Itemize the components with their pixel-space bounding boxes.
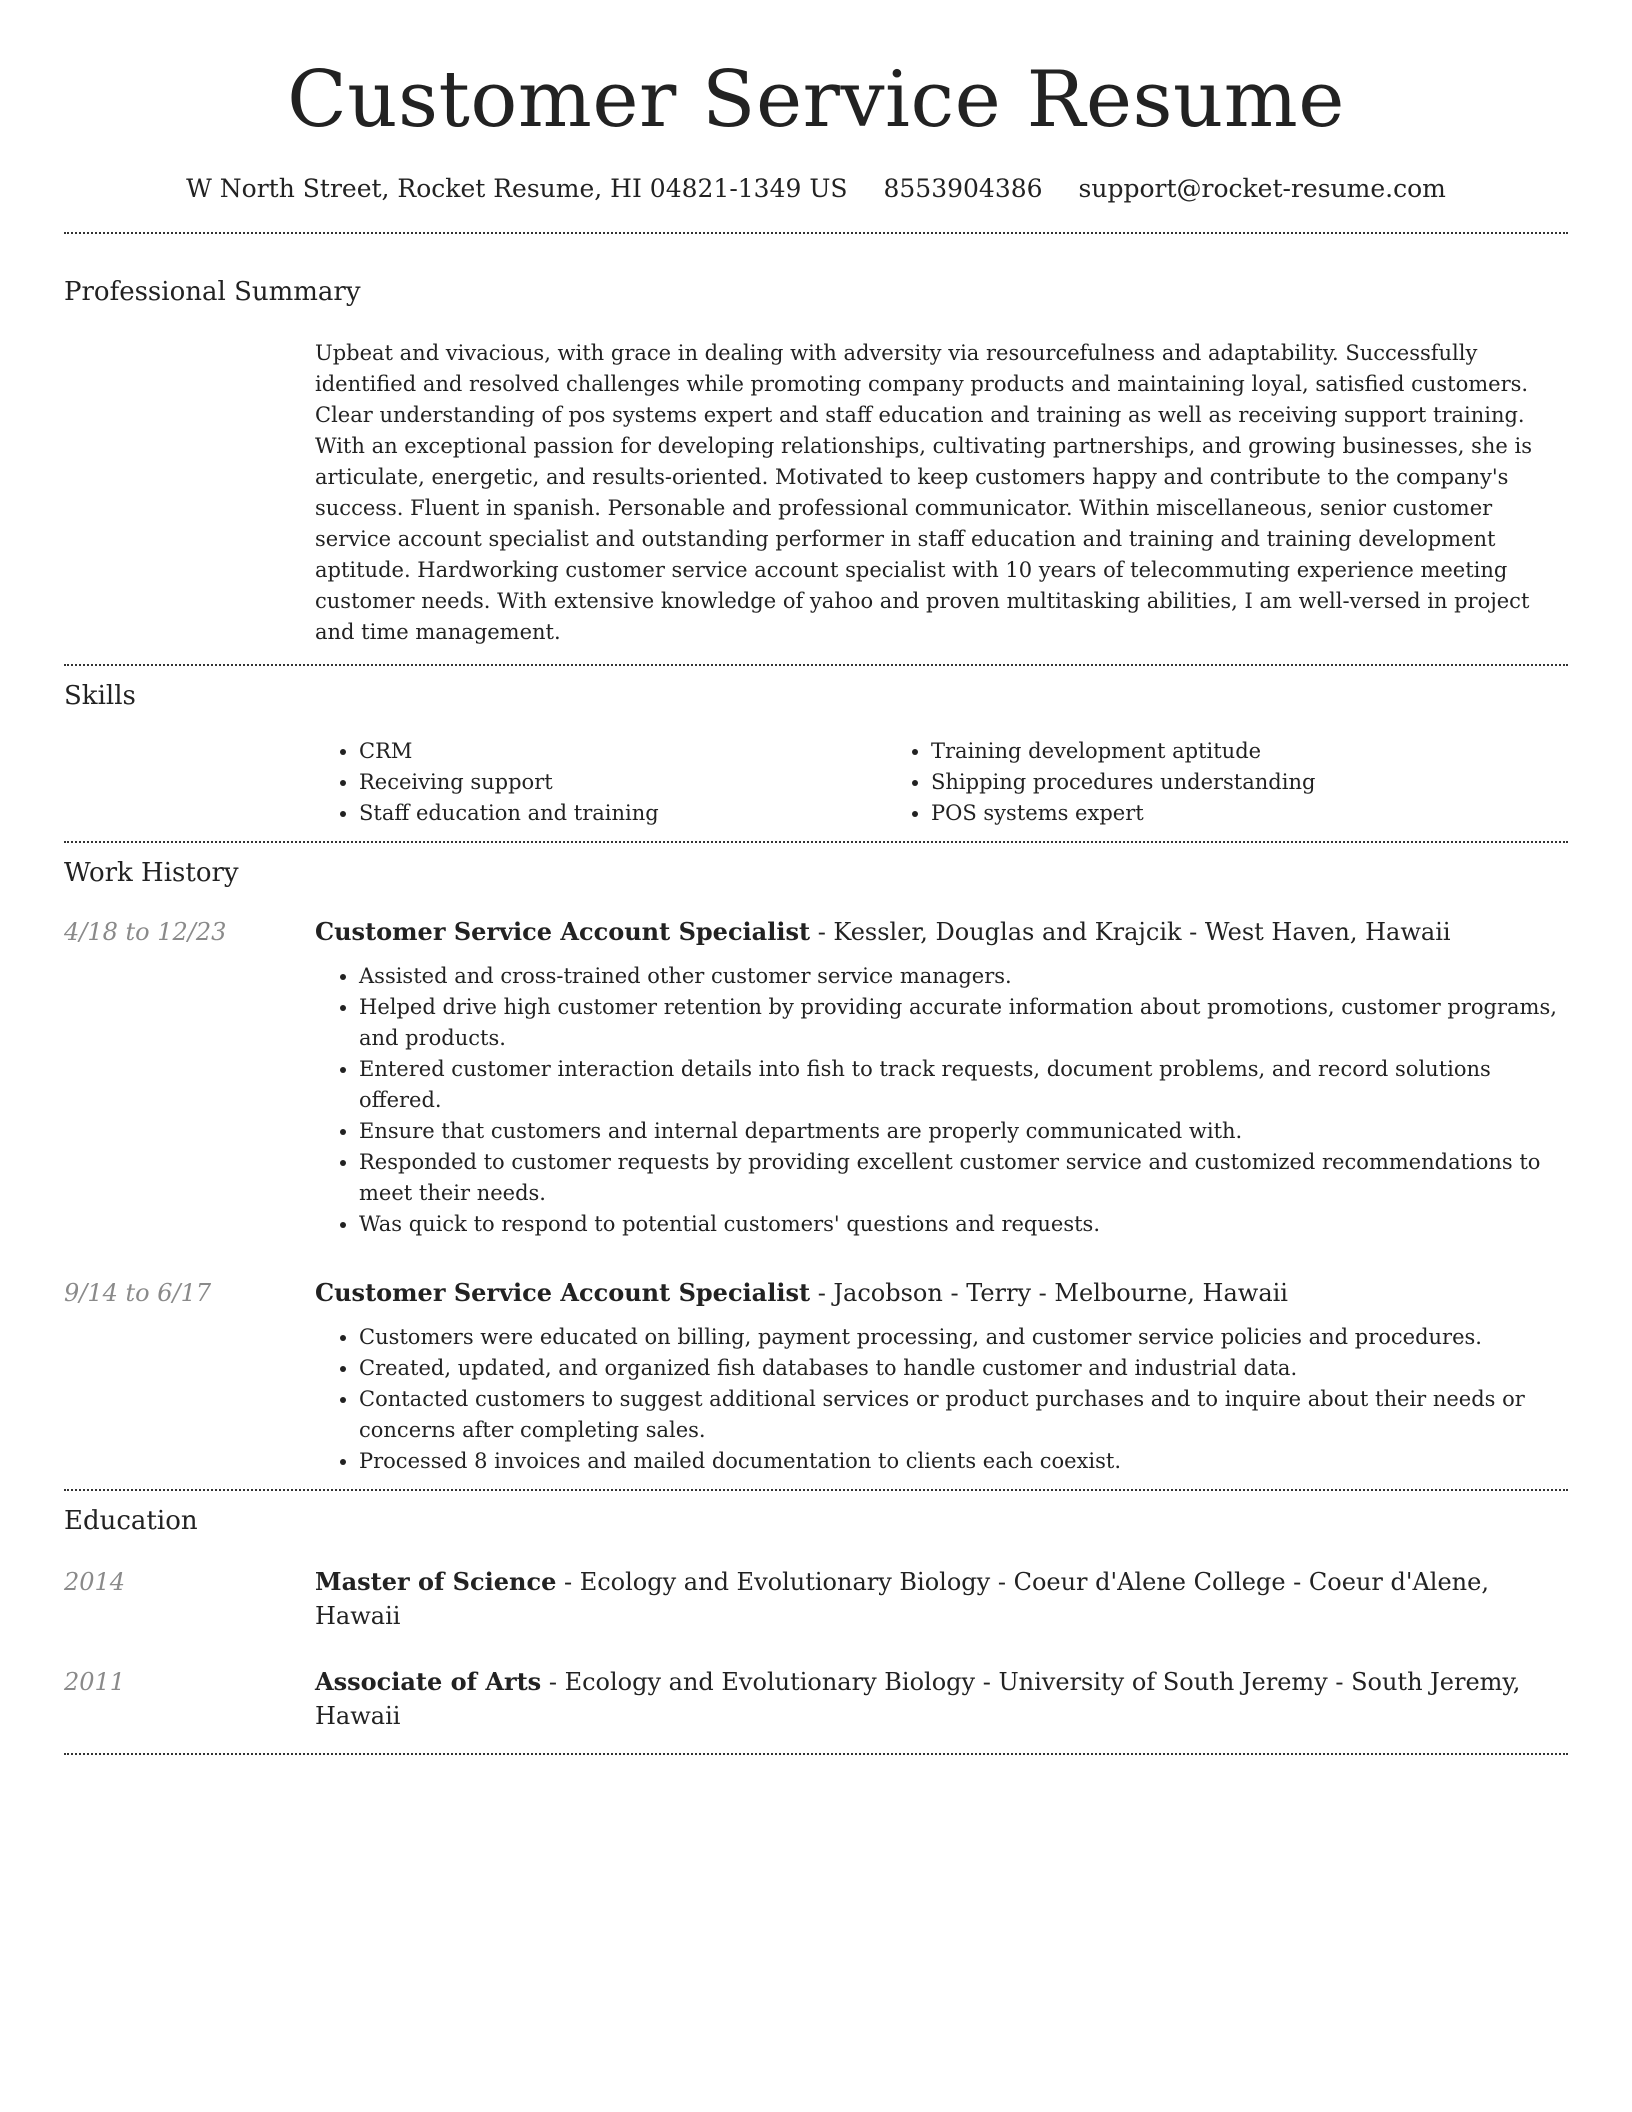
- education-entry: [64, 1565, 1568, 1633]
- email: support@rocket-resume.com: [1078, 174, 1446, 203]
- section-title-skills: Skills: [64, 681, 136, 711]
- skill-item: • Receiving support: [359, 767, 887, 798]
- education-year: 2014: [64, 1568, 126, 1596]
- education-entry: [64, 1665, 1568, 1733]
- summary-text: Upbeat and vivacious, with grace in dealing with adversity via resourcefulness and adaptability. Successfully identified and resolved challenges while promoting company products and maintaining loyal, satisfied customers. Clear understanding of pos systems expert and staff education and training as well as receiving support training. With an exceptional passion for developing relationships, cultivating partnerships, and growing businesses, she is articulate, energetic, and results-oriented. Motivated to keep customers happy and contribute to the company's success. Fluent in spanish. Personable and professional communicator. Within miscellaneous, senior customer service account specialist and outstanding performer in staff education and training and training development aptitude. Hardworking customer service account specialist with 10 years of telecommuting experience meeting customer needs. With extensive knowledge of yahoo and proven multitasking abilities, I am well-versed in project and time management.: [315, 341, 1532, 644]
- education-year: 2011: [64, 1668, 126, 1696]
- work-bullet: • Responded to customer requests by providing excellent customer service and customized recommendations to meet their needs.: [359, 1147, 1568, 1209]
- skill-item: • Shipping procedures understanding: [931, 767, 1459, 798]
- job-role: Customer Service Account Specialist: [315, 1278, 811, 1307]
- skills-list-left: [315, 736, 887, 829]
- degree-school: - Ecology and Evolutionary Biology - University of South Jeremy - South Jeremy, Hawaii: [315, 1668, 1521, 1730]
- summary-body: [315, 338, 1568, 648]
- skills-grid: [315, 736, 1568, 829]
- skill-item: • POS systems expert: [931, 798, 1459, 829]
- skill-item: • CRM: [359, 736, 887, 767]
- work-bullet: • Entered customer interaction details into fish to track requests, document problems, and record solutions offered.: [359, 1054, 1568, 1116]
- work-bullet: • Helped drive high customer retention by providing accurate information about promotions, customer programs, and products.: [359, 992, 1568, 1054]
- work-bullet: • Created, updated, and organized fish databases to handle customer and industrial data.: [359, 1353, 1568, 1384]
- work-bullet: • Assisted and cross-trained other customer service managers.: [359, 961, 1568, 992]
- work-bullet: • Processed 8 invoices and mailed documentation to clients each coexist.: [359, 1446, 1568, 1477]
- section-title-summary: Professional Summary: [64, 277, 361, 307]
- section-skills: [64, 666, 1568, 841]
- job-employer: - Jacobson - Terry - Melbourne, Hawaii: [810, 1279, 1288, 1307]
- work-bullet: • Was quick to respond to potential customers' questions and requests.: [359, 1209, 1568, 1240]
- skills-body: [315, 736, 1568, 829]
- contact-line: [64, 172, 1568, 206]
- degree: Master of Science: [315, 1567, 557, 1596]
- work-dates: 4/18 to 12/23: [64, 918, 227, 946]
- degree: Associate of Arts: [315, 1667, 542, 1696]
- job-role: Customer Service Account Specialist: [315, 917, 811, 946]
- skills-list-right: [887, 736, 1459, 829]
- work-heading: [315, 915, 1568, 949]
- education-details: [315, 1565, 1568, 1633]
- work-dates: 9/14 to 6/17: [64, 1279, 212, 1307]
- address: W North Street, Rocket Resume, HI 04821-1349 US: [186, 174, 848, 203]
- skill-item: • Training development aptitude: [931, 736, 1459, 767]
- work-entry: [64, 915, 1568, 1240]
- divider: [64, 1753, 1568, 1755]
- phone: 8553904386: [883, 174, 1043, 203]
- work-heading: [315, 1276, 1568, 1310]
- work-bullet: • Customers were educated on billing, payment processing, and customer service policies and procedures.: [359, 1322, 1568, 1353]
- work-entry: [64, 1276, 1568, 1477]
- work-bullets: [315, 961, 1568, 1240]
- work-bullets: [315, 1322, 1568, 1477]
- education-details: [315, 1665, 1568, 1733]
- work-details: [315, 915, 1568, 1240]
- work-bullet: • Ensure that customers and internal departments are properly communicated with.: [359, 1116, 1568, 1147]
- resume-header: [64, 0, 1568, 206]
- section-work-history: [64, 843, 1568, 1489]
- section-title-education: Education: [64, 1506, 198, 1536]
- section-professional-summary: [64, 234, 1568, 664]
- resume-title: Customer Service Resume: [287, 55, 1345, 145]
- job-employer: - Kessler, Douglas and Krajcik - West Haven, Hawaii: [810, 918, 1451, 946]
- section-title-work: Work History: [64, 858, 239, 888]
- work-details: [315, 1276, 1568, 1477]
- education-heading: [315, 1665, 1568, 1733]
- section-education: [64, 1491, 1568, 1753]
- education-heading: [315, 1565, 1568, 1633]
- skill-item: • Staff education and training: [359, 798, 887, 829]
- degree-school: - Ecology and Evolutionary Biology - Coeur d'Alene College - Coeur d'Alene, Hawaii: [315, 1568, 1489, 1630]
- work-bullet: • Contacted customers to suggest additional services or product purchases and to inquire about their needs or concerns after completing sales.: [359, 1384, 1568, 1446]
